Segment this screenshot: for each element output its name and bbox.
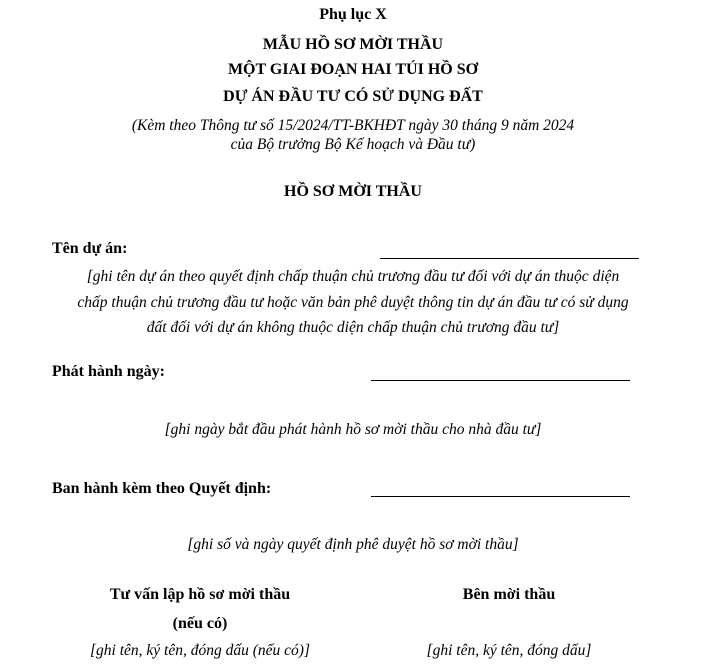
issue-date-label: Phát hành ngày: (52, 363, 165, 380)
inviter-title: Bên mời thầu (462, 586, 556, 603)
project-name-note-line-2: chấp thuận chủ trương đầu tư hoặc văn bản phê duyệt thông tin dự án đầu tư có sử dụng (77, 294, 629, 311)
decision-note: [ghi số và ngày quyết định phê duyệt hồ sơ mời thầu] (187, 536, 519, 553)
template-project-type: DỰ ÁN ĐẦU TƯ CÓ SỬ DỤNG ĐẤT (223, 88, 483, 105)
appendix-label: Phụ lục X (319, 6, 387, 23)
issuing-authority: của Bộ trưởng Bộ Kế hoạch và Đầu tư) (230, 136, 476, 153)
consultant-conditional: (nếu có) (172, 615, 228, 632)
inviter-signature-note: [ghi tên, ký tên, đóng dấu] (426, 642, 592, 659)
template-title: MẪU HỒ SƠ MỜI THẦU (262, 36, 444, 53)
issue-date-note: [ghi ngày bắt đầu phát hành hồ sơ mời thầu cho nhà đầu tư] (164, 421, 542, 438)
project-name-blank (380, 258, 639, 259)
consultant-signature-note: [ghi tên, ký tên, đóng dấu (nếu có)] (90, 642, 310, 659)
project-name-note-line-1: [ghi tên dự án theo quyết định chấp thuận chủ trương đầu tư đối với dự án thuộc diện (86, 268, 620, 285)
project-name-label: Tên dự án: (52, 240, 128, 257)
template-subtitle: MỘT GIAI ĐOẠN HAI TÚI HỒ SƠ (227, 61, 479, 78)
issue-date-blank (371, 380, 630, 381)
circular-reference: (Kèm theo Thông tư số 15/2024/TT-BKHĐT ngày 30 tháng 9 năm 2024 (131, 117, 575, 134)
consultant-title: Tư vấn lập hồ sơ mời thầu (109, 586, 291, 603)
decision-label: Ban hành kèm theo Quyết định: (52, 480, 272, 497)
project-name-note-line-3: đất đối với dự án không thuộc diện chấp thuận chủ trương đầu tư] (146, 319, 560, 336)
document-title: HỒ SƠ MỜI THẦU (284, 183, 422, 200)
decision-blank (371, 496, 630, 497)
